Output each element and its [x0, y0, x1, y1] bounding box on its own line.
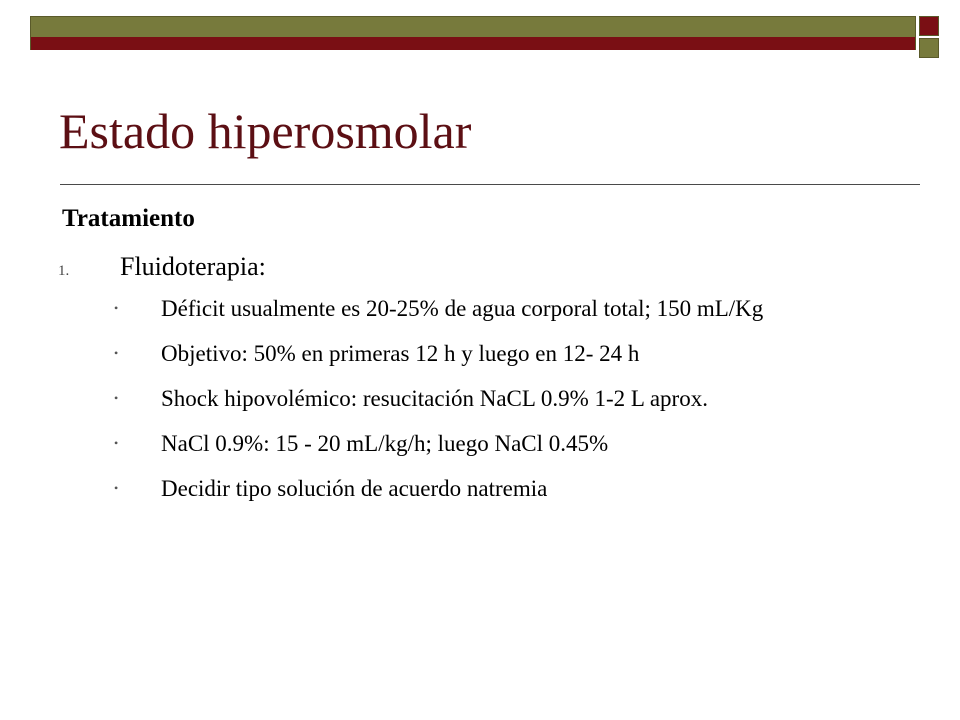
- bullet-item: [62, 337, 892, 370]
- corner-square-olive: [919, 38, 939, 58]
- slide-title: Estado hiperosmolar: [59, 103, 472, 159]
- decorative-banner: [30, 16, 916, 50]
- bullet-text: Objetivo: 50% en primeras 12 h y luego en 12- 24 h: [161, 341, 640, 366]
- bullet-item: [62, 427, 892, 460]
- item-number: 1.: [58, 263, 70, 279]
- title-divider: [60, 184, 920, 185]
- numbered-item: [58, 252, 892, 282]
- item-label: Fluidoterapia:: [120, 252, 266, 281]
- bullet-icon: •: [114, 301, 119, 315]
- bullet-icon: •: [114, 391, 119, 405]
- bullet-text: NaCl 0.9%: 15 - 20 mL/kg/h; luego NaCl 0.45%: [161, 431, 609, 456]
- bullet-text: Déficit usualmente es 20-25% de agua corporal total; 150 mL/Kg: [161, 296, 764, 321]
- slide-content: [58, 204, 892, 517]
- bullet-item: [62, 292, 892, 325]
- section-heading: Tratamiento: [62, 205, 195, 232]
- bullet-list: [62, 292, 892, 505]
- bullet-icon: •: [114, 481, 119, 495]
- bullet-text: Decidir tipo solución de acuerdo natremia: [161, 476, 548, 501]
- bullet-item: [62, 472, 892, 505]
- bullet-icon: •: [114, 436, 119, 450]
- bullet-item: [62, 382, 892, 415]
- banner-maroon-stripe: [31, 37, 915, 50]
- bullet-text: Shock hipovolémico: resucitación NaCL 0.9% 1-2 L aprox.: [161, 386, 708, 411]
- bullet-icon: •: [114, 346, 119, 360]
- corner-square-maroon: [919, 16, 939, 36]
